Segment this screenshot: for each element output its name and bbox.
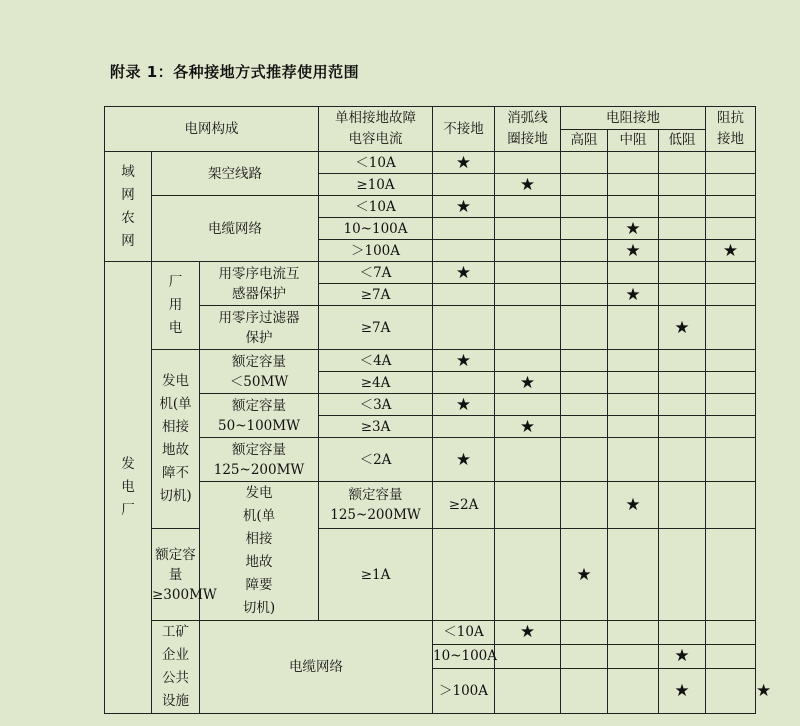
group-rural-network: 域 网 农 网 [105,152,152,262]
header-reactance: 阻抗 接地 [706,107,756,152]
star-mark: ★ [608,240,659,262]
sub-cable-network-industrial: 电缆网络 [200,621,433,714]
header-high-resistance: 高阻 [561,130,608,152]
current-cell: ≥1A [319,529,433,621]
current-cell: ＜10A [433,621,495,645]
star-mark: ★ [433,438,495,482]
current-cell: ＞100A [433,668,495,713]
sub-zero-sequence-filter: 用零序过滤器 保护 [200,306,319,350]
star-mark: ★ [433,350,495,372]
sub-rated-125-200: 额定容量 125~200MW [200,438,319,482]
star-mark: ★ [659,644,706,668]
star-mark: ★ [659,668,706,713]
group-industrial: 工矿 企业 公共 设施 [152,621,200,714]
star-mark: ★ [608,284,659,306]
star-mark: ★ [608,218,659,240]
page-title: 附录 1：各种接地方式推荐使用范围 [110,63,360,81]
current-cell: ＜7A [319,262,433,284]
sub-zero-sequence-ct: 用零序电流互 感器保护 [200,262,319,306]
current-cell: 10~100A [433,644,495,668]
header-resistance: 电阻接地 [561,107,706,130]
current-cell: ≥2A [433,482,495,529]
group-generator-no-trip: 发电 机(单 相接 地故 障不 切机) [152,350,200,529]
current-cell: ＜10A [319,152,433,174]
star-mark: ★ [433,262,495,284]
sub-rated-lt50: 额定容量 ＜50MW [200,350,319,394]
star-mark: ★ [495,621,561,645]
header-structure: 电网构成 [105,107,319,152]
sub-overhead-lines: 架空线路 [152,152,319,196]
star-mark: ★ [433,152,495,174]
current-cell: ≥3A [319,416,433,438]
current-cell: ＜3A [319,394,433,416]
current-cell: ≥7A [319,284,433,306]
star-mark: ★ [561,529,608,621]
star-mark: ★ [433,196,495,218]
current-cell: ≥4A [319,372,433,394]
header-capacitive-current: 单相接地故障 电容电流 [319,107,433,152]
current-cell: ＞100A [319,240,433,262]
group-power-plant: 发 电 厂 [105,262,152,714]
current-cell: ＜10A [319,196,433,218]
current-cell: ≥7A [319,306,433,350]
current-cell: ≥10A [319,174,433,196]
current-cell: ＜2A [319,438,433,482]
star-mark: ★ [495,416,561,438]
star-mark: ★ [608,482,659,529]
star-mark: ★ [433,394,495,416]
sub-rated-ge300: 额定容量 ≥300MW [152,529,200,621]
header-ungrounded: 不接地 [433,107,495,152]
header-arc-suppression: 消弧线 圈接地 [495,107,561,152]
star-mark: ★ [495,372,561,394]
current-cell: ＜4A [319,350,433,372]
current-cell: 10~100A [319,218,433,240]
header-medium-resistance: 中阻 [608,130,659,152]
star-mark: ★ [659,306,706,350]
sub-cable-network: 电缆网络 [152,196,319,262]
star-mark: ★ [706,240,756,262]
group-generator-trip: 发电 机(单 相接 地故 障要 切机) [200,482,319,621]
grounding-table: 电网构成 单相接地故障 电容电流 不接地 消弧线 圈接地 电阻接地 阻抗 接地 高阻 中阻 低阻 域 网 农 网 架空线路 ＜10A ★ ≥10A ★ 电缆网络 ＜10A ★ 10~100A ★ ＞100A ★ ★ 发 电 厂 厂 用 电 用零序电流互 感器保护 ＜7A ★ ≥7A ★ 用零序过滤器 保护 ≥7A ★ 发电 机(单 相接 地故 障不 切机) 额定容量 ＜50MW ＜4A ★ ≥4A ★ 额定容量 50~100MW ＜3A ★ ≥3A ★ 额定容量 125~200MW ＜2A ★ 发电 机(单 相接 地故 障要 切机) 额定容量 125~200MW ≥2A ★ 额定容量 ≥300MW ≥1A ★ 工矿 企业 公共 设施 电缆网络 ＜10A ★ 10~100A ★ ＞100A ★ ★ [104,106,756,714]
sub-rated-125-200-trip: 额定容量 125~200MW [319,482,433,529]
star-mark: ★ [495,174,561,196]
group-factory-use: 厂 用 电 [152,262,200,350]
sub-rated-50-100: 额定容量 50~100MW [200,394,319,438]
header-low-resistance: 低阻 [659,130,706,152]
